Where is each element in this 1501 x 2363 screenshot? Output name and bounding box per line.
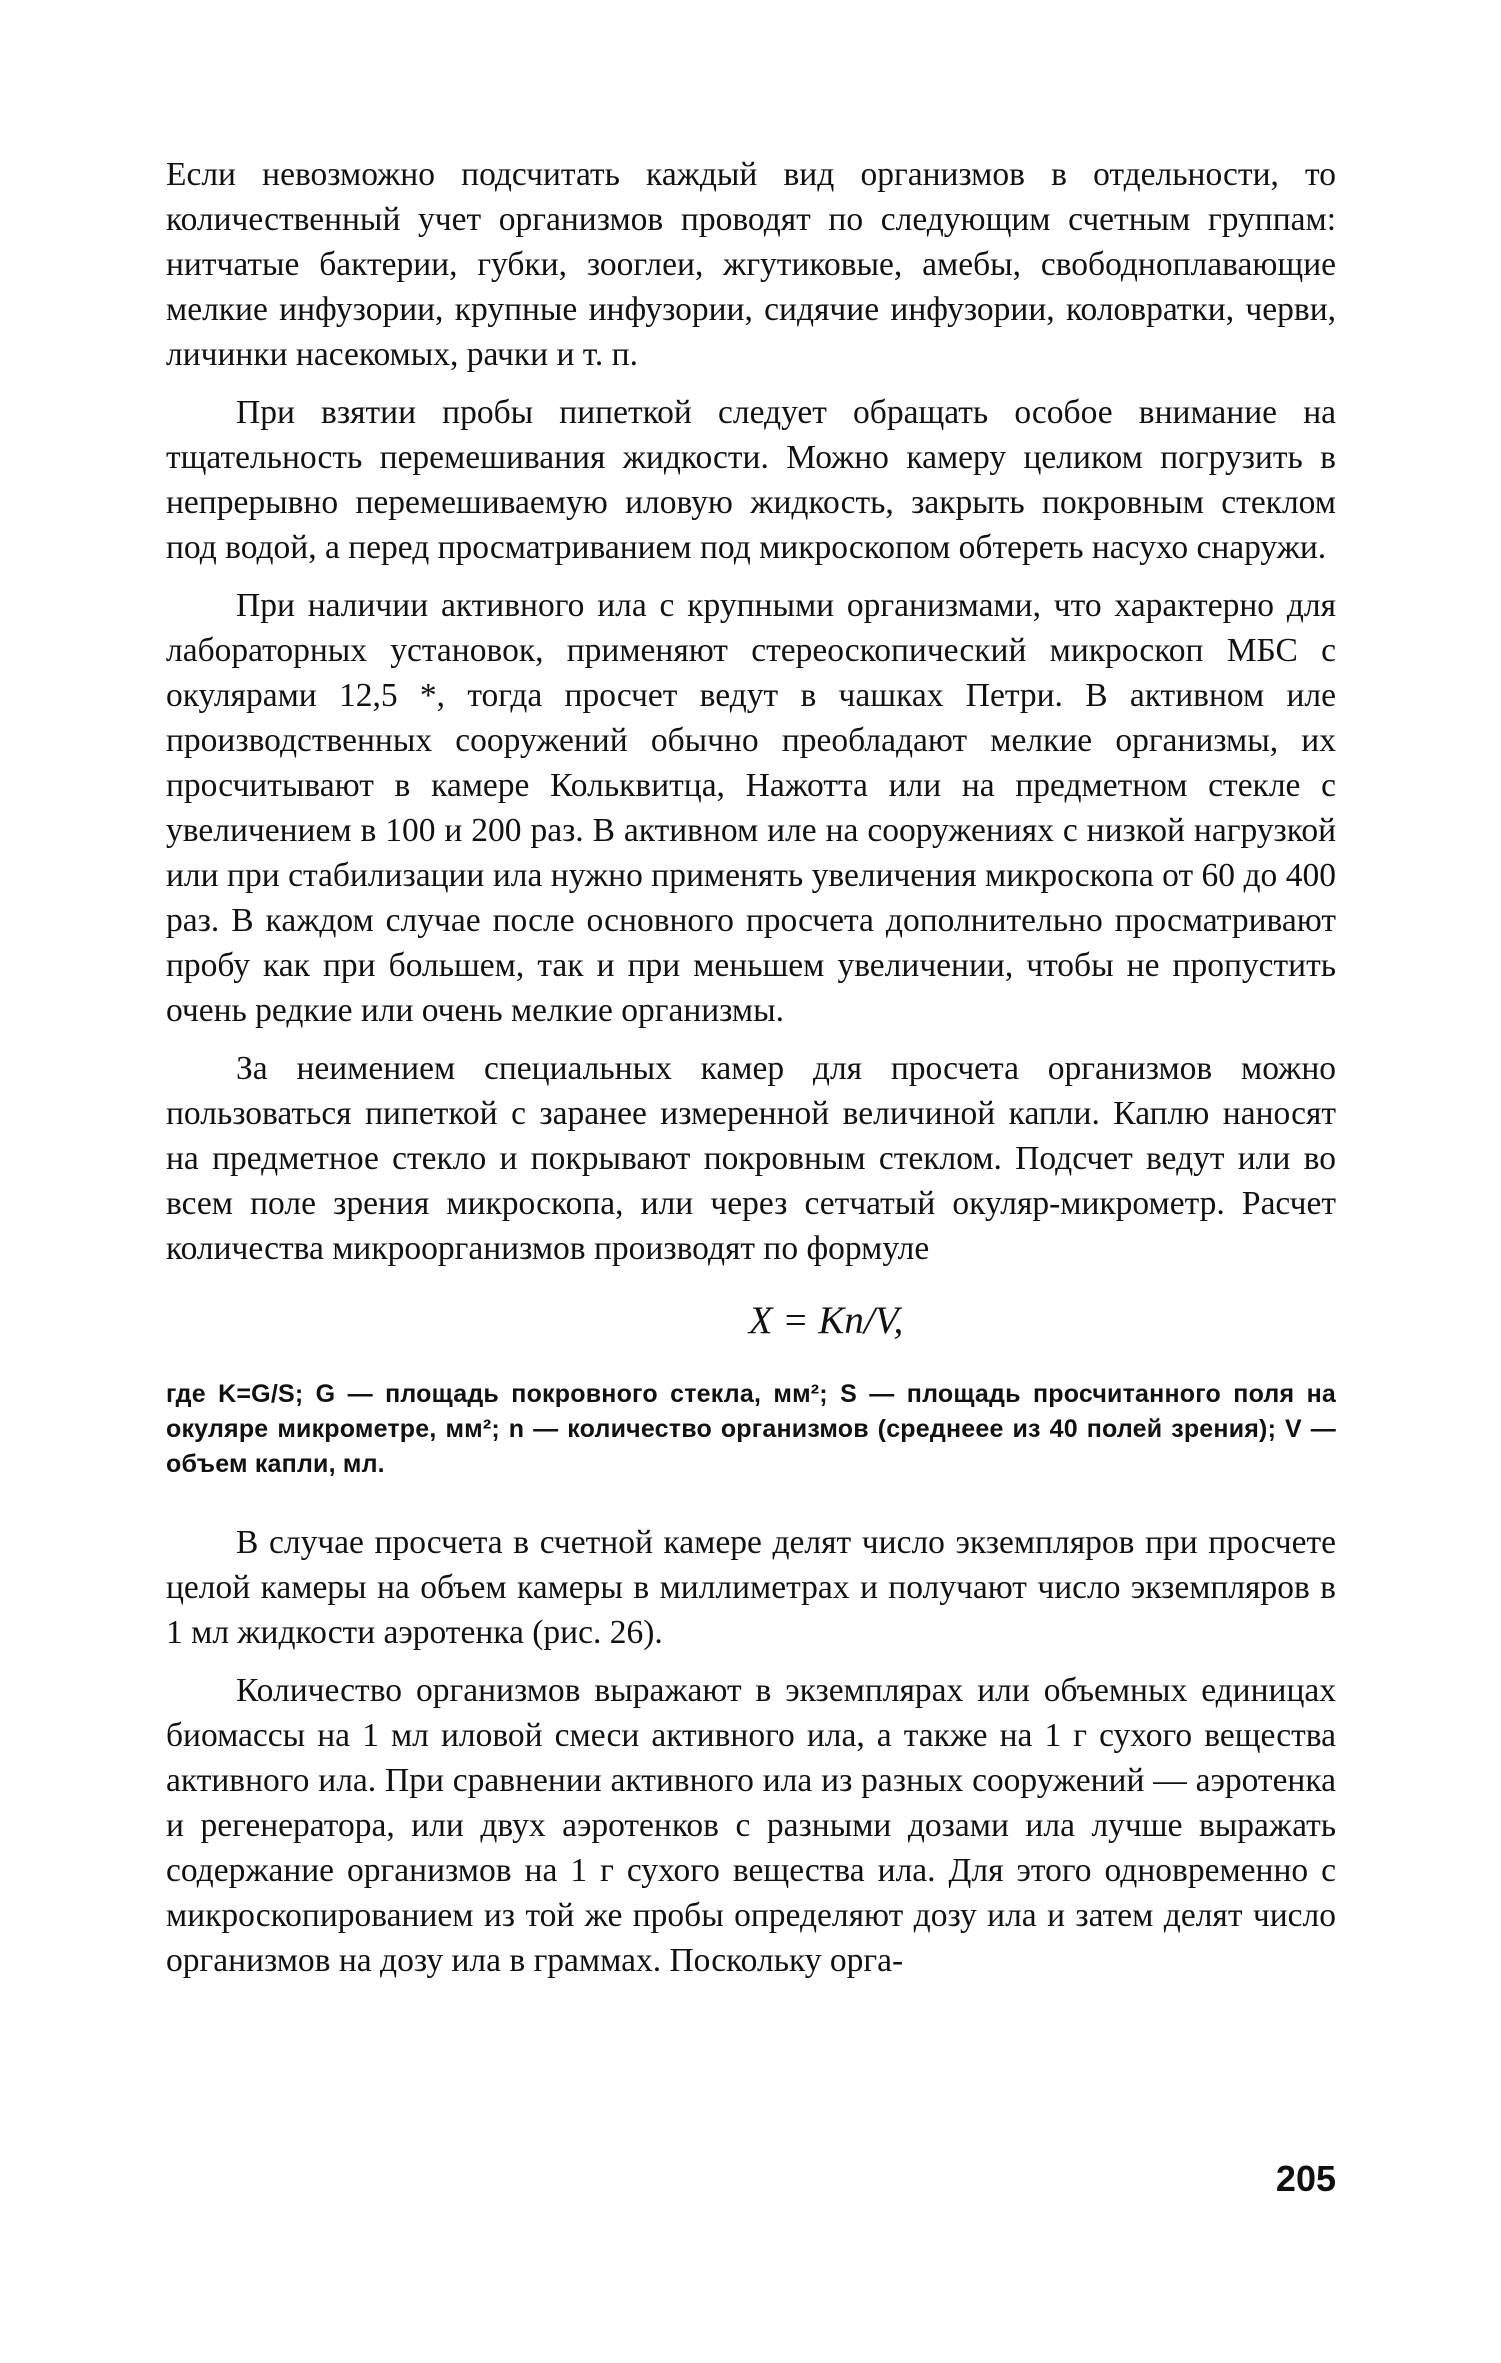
paragraph-1: Если невозможно подсчитать каждый вид организмов в отдельности, то количественный учет организмов проводят по следующим счетным группам: нитчатые бактерии, губки, зооглеи, жгутиковые, амебы, свободноплавающие мелкие инфузории, крупные инфузории, сидячие инфузории, коловратки, черви, личинки насекомых, рачки и т. п.: [166, 156, 1336, 373]
page-number: 205: [1275, 2158, 1336, 2199]
formula: X = Kn/V,: [748, 1299, 904, 1342]
paragraph-4: За неимением специальных камер для просчета организмов можно пользоваться пипеткой с заранее измеренной величиной капли. Каплю наносят на предметное стекло и покрывают покровным стеклом. Подсчет ведут или во всем поле зрения микроскопа, или через сетчатый окуляр-микрометр. Расчет количества микроорганизмов производят по формуле: [166, 1050, 1336, 1267]
page-body: [166, 152, 1336, 1996]
formula-note: где K=G/S; G — площадь покровного стекла, мм²; S — площадь просчитанного поля на окуляре микрометре, мм²; n — количество организмов (среднеее из 40 полей зрения); V — объем капли, мл.: [166, 1380, 1336, 1478]
paragraph-6: Количество организмов выражают в экземплярах или объемных единицах биомассы на 1 мл иловой смеси активного ила, а также на 1 г сухого вещества активного ила. При сравнении активного ила из разных сооружений — аэротенка и регенератора, или двух аэротенков с разными дозами ила лучше выражать содержание организмов на 1 г сухого вещества ила. Для этого одновременно с микроскопированием из той же пробы определяют дозу ила и затем делят число организмов на дозу ила в граммах. Поскольку орга-: [166, 1672, 1336, 1979]
paragraph-5: В случае просчета в счетной камере делят число экземпляров при просчете целой камеры на объем камеры в миллиметрах и получают число экземпляров в 1 мл жидкости аэротенка (рис. 26).: [166, 1524, 1336, 1651]
paragraph-2: При взятии пробы пипеткой следует обращать особое внимание на тщательность перемешивания жидкости. Можно камеру целиком погрузить в непрерывно перемешиваемую иловую жидкость, закрыть покровным стеклом под водой, а перед просматриванием под микроскопом обтереть насухо снаружи.: [166, 394, 1336, 566]
paragraph-3: При наличии активного ила с крупными организмами, что характерно для лабораторных установок, применяют стереоскопический микроскоп МБС с окулярами 12,5 *, тогда просчет ведут в чашках Петри. В активном иле производственных сооружений обычно преобладают мелкие организмы, их просчитывают в камере Кольквитца, Нажотта или на предметном стекле с увеличением в 100 и 200 раз. В активном иле на сооружениях с низкой нагрузкой или при стабилизации ила нужно применять увеличения микроскопа от 60 до 400 раз. В каждом случае после основного просчета дополнительно просматривают пробу как при большем, так и при меньшем увеличении, чтобы не пропустить очень редкие или очень мелкие организмы.: [166, 587, 1336, 1029]
